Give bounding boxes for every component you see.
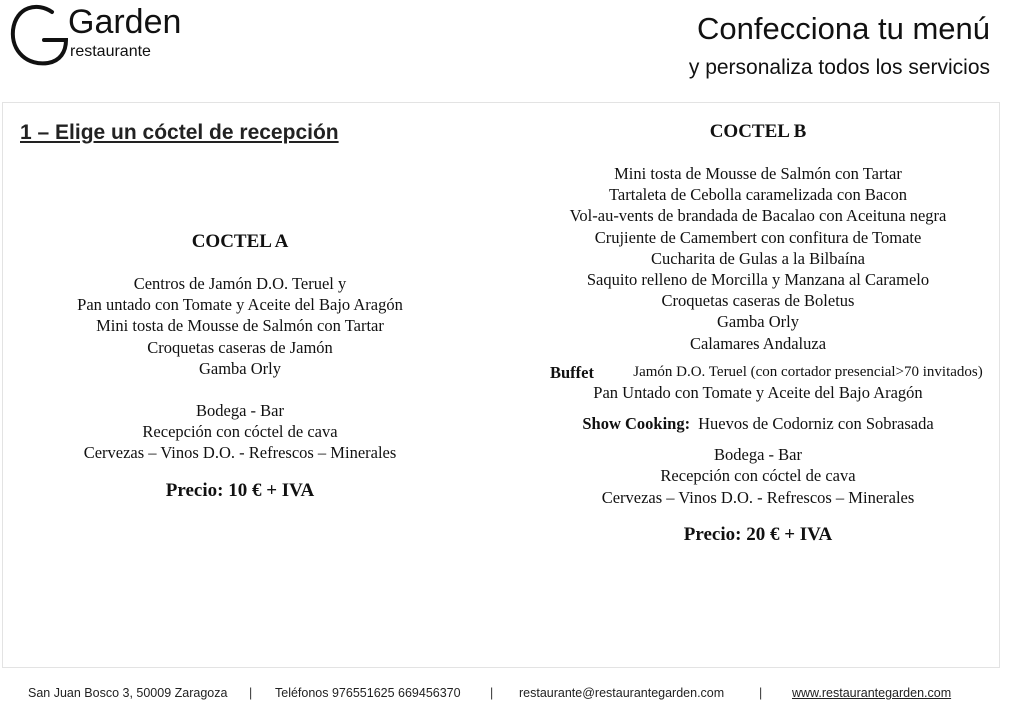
footer-separator: | — [759, 686, 763, 700]
coctel-b-drink: Recepción con cóctel de cava — [660, 466, 856, 486]
buffet-extra: Pan Untado con Tomate y Aceite del Bajo Aragón — [593, 382, 923, 402]
page-title: Confecciona tu menú — [697, 11, 990, 46]
coctel-b-drink: Cervezas – Vinos D.O. - Refrescos – Minerales — [601, 487, 915, 507]
coctel-b-item: Cucharita de Gulas a la Bilbaína — [651, 248, 865, 268]
coctel-a-column — [20, 229, 460, 504]
show-cooking-label: Show Cooking: — [582, 414, 691, 434]
coctel-b-title: COCTEL B — [709, 121, 807, 142]
coctel-b-item: Saquito relleno de Morcilla y Manzana al Caramelo — [586, 270, 930, 290]
coctel-a-item: Croquetas caseras de Jamón — [147, 337, 333, 357]
logo-graphic — [8, 0, 198, 74]
coctel-b-item: Crujiente de Camembert con confitura de Tomate — [594, 227, 922, 247]
coctel-b-column — [528, 119, 988, 548]
coctel-a-drink: Recepción con cóctel de cava — [142, 422, 338, 442]
page-subtitle: y personaliza todos los servicios — [688, 56, 990, 79]
footer-phones: Teléfonos 976551625 669456370 — [275, 686, 461, 700]
coctel-b-item: Croquetas caseras de Boletus — [661, 291, 855, 311]
coctel-a-item: Centros de Jamón D.O. Teruel y — [133, 274, 347, 293]
coctel-b-price: Precio: 20 € + IVA — [683, 523, 833, 545]
buffet-row — [550, 362, 988, 382]
page-header — [689, 8, 990, 83]
coctel-a-item: Mini tosta de Mousse de Salmón con Tartar — [96, 316, 384, 336]
coctel-a-item: Gamba Orly — [198, 358, 282, 378]
coctel-a-title: COCTEL A — [191, 231, 289, 252]
coctel-b-item: Tartaleta de Cebolla caramelizada con Bacon — [609, 185, 907, 205]
garden-logo — [8, 0, 198, 74]
footer-separator: | — [490, 686, 494, 700]
coctel-a-price: Precio: 10 € + IVA — [165, 479, 315, 501]
coctel-b-item: Gamba Orly — [716, 312, 800, 332]
footer-separator: | — [249, 686, 253, 700]
section-heading: 1 – Elige un cóctel de recepción — [20, 121, 339, 144]
footer — [0, 684, 1024, 704]
coctel-a-drink: Cervezas – Vinos D.O. - Refrescos – Minerales — [83, 443, 397, 463]
coctel-a-item: Pan untado con Tomate y Aceite del Bajo Aragón — [77, 295, 403, 315]
coctel-a-drink: Bodega - Bar — [196, 401, 284, 421]
footer-email[interactable]: restaurante@restaurantegarden.com — [519, 686, 725, 700]
buffet-label: Buffet — [550, 362, 594, 382]
buffet-text: Jamón D.O. Teruel (con cortador presencial>70 invitados) — [633, 363, 983, 380]
logo-brand-text: Garden — [68, 3, 182, 41]
logo-sub-text: restaurante — [70, 43, 151, 60]
coctel-b-item: Vol-au-vents de brandada de Bacalao con Aceituna negra — [569, 206, 947, 226]
footer-address: San Juan Bosco 3, 50009 Zaragoza — [28, 686, 228, 700]
show-cooking-text: Huevos de Codorniz con Sobrasada — [698, 414, 934, 434]
show-cooking-row — [528, 413, 988, 434]
coctel-b-item: Mini tosta de Mousse de Salmón con Tartar — [614, 164, 902, 183]
coctel-b-item: Calamares Andaluza — [689, 333, 827, 353]
footer-website-link[interactable]: www.restaurantegarden.com — [792, 686, 952, 700]
coctel-b-drink: Bodega - Bar — [714, 445, 802, 465]
